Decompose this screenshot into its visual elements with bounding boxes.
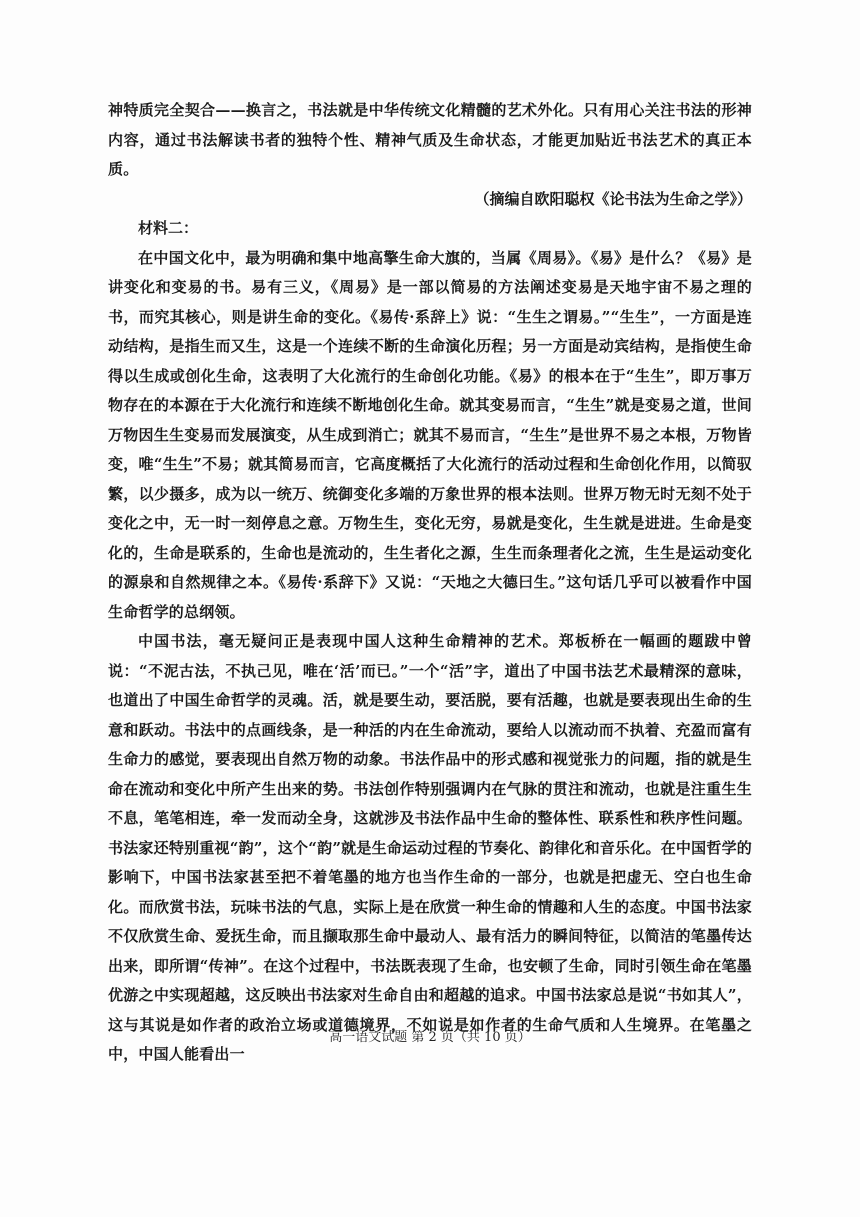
page-content xyxy=(108,96,752,1070)
source-citation: （摘编自欧阳聪权《论书法为生命之学》） xyxy=(474,189,752,208)
material-two-label: 材料二： xyxy=(138,219,199,237)
paragraph-continued: 神特质完全契合——换言之，书法就是中华传统文化精髓的艺术外化。只有用心关注书法的形神内容，通过书法解读书者的独特个性、精神气质及生命状态，才能更加贴近书法艺术的真正本质。 xyxy=(108,101,752,178)
paragraph-zhouyi: 在中国文化中，最为明确和集中地高擎生命大旗的，当属《周易》。《易》是什么？《易》是讲变化和变易的书。易有三义，《周易》是一部以简易的方法阐述变易是天地宇宙不易之理的书，而究其核心，则是讲生命的变化。《易传·系辞上》说：“生生之谓易。”“生生”，一方面是连动结构，是指生而又生，这是一个连续不断的生命演化历程；另一方面是动宾结构，是指使生命得以生成或创化生命，这表明了大化流行的生命创化功能。《易》的根本在于“生生”，即万事万物存在的本源在于大化流行和连续不断地创化生命。就其变易而言，“生生”就是变易之道，世间万物因生生变易而发展演变，从生成到消亡；就其不易而言，“生生”是世界不易之本根，万物皆变，唯“生生”不易；就其简易而言，它高度概括了大化流行的活动过程和生命创化作用，以简驭繁，以少摄多，成为以一统万、统御变化多端的万象世界的根本法则。世界万物无时无刻不处于变化之中，无一时一刻停息之意。万物生生，变化无穷，易就是变化，生生就是进进。生命是变化的，生命是联系的，生命也是流动的，生生者化之源，生生而条理者化之流，生生是运动变化的源泉和自然规律之本。《易传·系辞下》又说：“天地之大德曰生。”这句话几乎可以被看作中国生命哲学的总纲领。 xyxy=(108,248,752,621)
paragraph-calligraphy: 中国书法，毫无疑问正是表现中国人这种生命精神的艺术。郑板桥在一幅画的题跋中曾说：“不泥古法，不执己见，唯在‘活’而已。”一个“活”字，道出了中国书法艺术最精深的意味，也道出了中国生命哲学的灵魂。活，就是要生动，要活脱，要有活趣，也就是要表现出生命的生意和跃动。书法中的点画线条，是一种活的内在生命流动，要给人以流动而不执着、充盈而富有生命力的感觉，要表现出自然万物的动象。书法作品中的形式感和视觉张力的问题，指的就是生命在流动和变化中所产生出来的势。书法创作特别强调内在气脉的贯注和流动，也就是注重生生不息，笔笔相连，牵一发而动全身，这就涉及书法作品中生命的整体性、联系性和秩序性问题。书法家还特别重视“韵”，这个“韵”就是生命运动过程的节奏化、韵律化和音乐化。在中国哲学的影响下，中国书法家甚至把不着笔墨的地方也当作生命的一部分，也就是把虚无、空白也生命化。而欣赏书法，玩味书法的气息，实际上是在欣赏一种生命的情趣和人生的态度。中国书法家不仅欣赏生命、爱抚生命，而且撷取那生命中最动人、最有活力的瞬间特征，以简洁的笔墨传达出来，即所谓“传神”。在这个过程中，书法既表现了生命，也安顿了生命，同时引领生命在笔墨优游之中实现超越，这反映出书法家对生命自由和超越的追求。中国书法家总是说“书如其人”，这与其说是如作者的政治立场或道德境界，不如说是如作者的生命气质和人生境界。在笔墨之中，中国人能看出一 xyxy=(108,632,752,1063)
page-footer: 高一语文试题 第 2 页（共 10 页） xyxy=(329,1030,531,1045)
